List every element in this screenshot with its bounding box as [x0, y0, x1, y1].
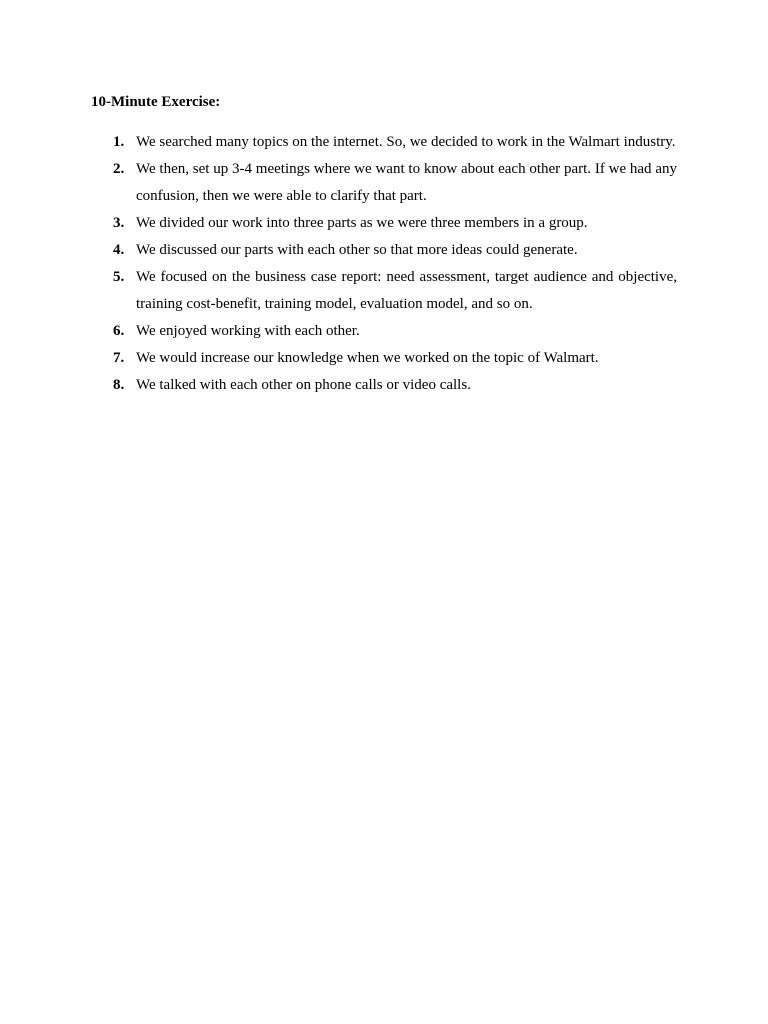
exercise-list — [91, 129, 677, 399]
list-item — [91, 156, 677, 210]
list-item-number: 5. — [113, 269, 125, 285]
list-item-number: 3. — [113, 215, 125, 231]
list-item — [91, 237, 677, 264]
list-item-text: We divided our work into three parts as we were three members in a group. — [136, 215, 588, 231]
list-item-text: We enjoyed working with each other. — [136, 323, 360, 339]
list-item — [91, 264, 677, 318]
list-item-number: 1. — [113, 134, 125, 150]
list-item-number: 6. — [113, 323, 125, 339]
section-heading: 10-Minute Exercise: — [91, 94, 221, 110]
list-item-number: 8. — [113, 377, 125, 393]
list-item-text: We discussed our parts with each other so that more ideas could generate. — [136, 242, 578, 258]
document-body — [91, 93, 677, 399]
list-item — [91, 345, 677, 372]
list-item — [91, 318, 677, 345]
list-item — [91, 372, 677, 399]
list-item-text: We searched many topics on the internet. So, we decided to work in the Walmart industry. — [136, 134, 676, 150]
list-item — [91, 129, 677, 156]
list-item — [91, 210, 677, 237]
list-item-number: 2. — [113, 161, 125, 177]
list-item-text: We would increase our knowledge when we worked on the topic of Walmart. — [136, 350, 599, 366]
list-item-text: We focused on the business case report: need assessment, target audience and objective, training cost-benefit, training model, evaluation model, and so on. — [136, 269, 677, 312]
list-item-text: We then, set up 3-4 meetings where we want to know about each other part. If we had any confusion, then we were able to clarify that part. — [136, 161, 677, 204]
list-item-number: 7. — [113, 350, 125, 366]
list-item-text: We talked with each other on phone calls or video calls. — [136, 377, 471, 393]
list-item-number: 4. — [113, 242, 125, 258]
